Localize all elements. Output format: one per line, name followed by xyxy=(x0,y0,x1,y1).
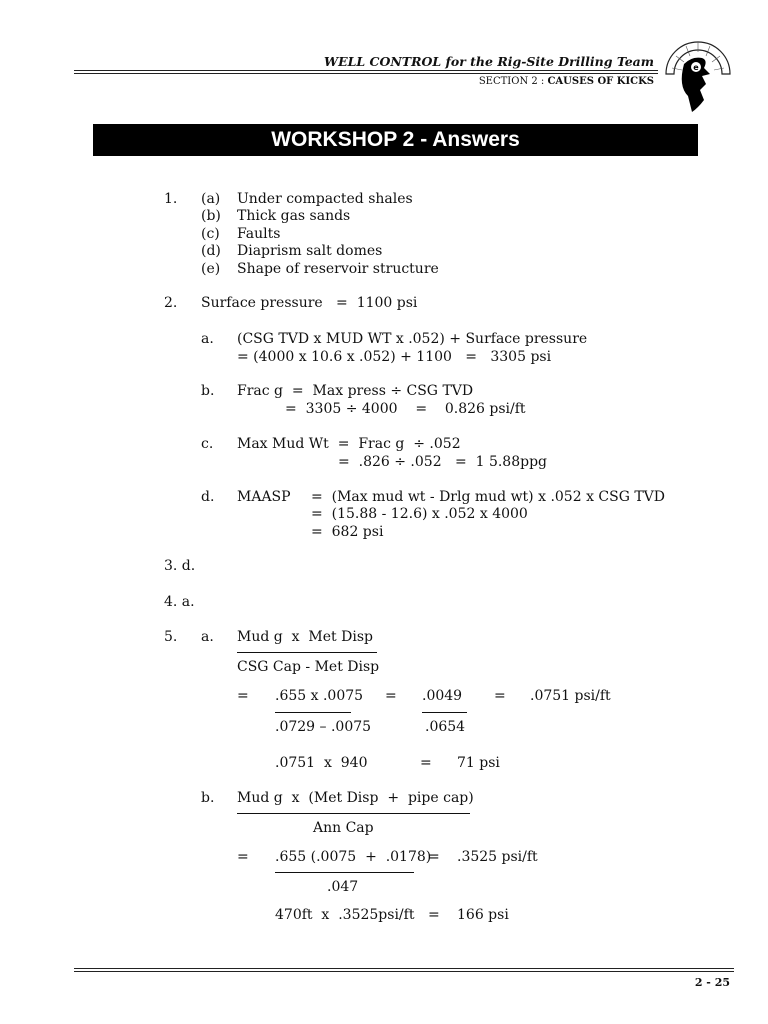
q5-a-fraction-bar xyxy=(237,652,377,653)
q5-a-f1-denominator: .0729 – .0075 xyxy=(275,719,372,735)
q1-item-b-label: (b) xyxy=(201,208,221,224)
section-prefix: SECTION 2 : xyxy=(478,76,548,87)
page-number: 2 - 25 xyxy=(694,976,730,989)
q2-c-line1: Max Mud Wt = Frac g ÷ .052 xyxy=(237,436,461,452)
svg-text:e: e xyxy=(693,63,699,72)
q5-b-calc-left: 470ft x .3525psi/ft xyxy=(275,907,415,923)
q2-c-label: c. xyxy=(201,436,214,452)
q5-a-eq3: = xyxy=(494,688,506,704)
q5-a-denominator: CSG Cap - Met Disp xyxy=(237,659,380,675)
q5-a-calc-left: .0751 x 940 xyxy=(275,755,368,771)
document-title: WELL CONTROL for the Rig-Site Drilling Team xyxy=(324,54,654,69)
section-label xyxy=(479,76,654,87)
q1-item-d-text: Diaprism salt domes xyxy=(237,243,383,259)
q1-item-a-text: Under compacted shales xyxy=(237,191,413,207)
header-rule-bottom xyxy=(74,73,658,74)
q5-a-label: a. xyxy=(201,629,214,645)
section-name: CAUSES OF KICKS xyxy=(547,76,654,87)
q5-b-denominator: Ann Cap xyxy=(313,820,374,836)
q5-b-numerator: Mud g x (Met Disp + pipe cap) xyxy=(237,790,474,806)
q2-d-line2: = (15.88 - 12.6) x .052 x 4000 xyxy=(311,506,528,522)
q2-a-line1: (CSG TVD x MUD WT x .052) + Surface pressure xyxy=(237,331,588,347)
q2-d-line3: = 682 psi xyxy=(311,524,384,540)
q5-a-f1-bar xyxy=(275,712,351,713)
q5-a-numerator: Mud g x Met Disp xyxy=(237,629,373,645)
q2-d-maasp: MAASP xyxy=(237,489,291,505)
q5-b-f-numerator: .655 (.0075 + .0178) xyxy=(275,849,432,865)
q2-d-label: d. xyxy=(201,489,215,505)
footer-rule-bottom xyxy=(74,971,734,972)
q5-a-calc-eq: = xyxy=(420,755,432,771)
footer-rule-top xyxy=(74,968,734,969)
q5-b-eq2: = xyxy=(428,849,440,865)
q1-item-d-label: (d) xyxy=(201,243,221,259)
q5-b-eq1: = xyxy=(237,849,249,865)
q2-a-line2: = (4000 x 10.6 x .052) + 1100 = 3305 psi xyxy=(237,349,552,365)
q1-item-e-text: Shape of reservoir structure xyxy=(237,261,439,277)
q5-a-eq1: = xyxy=(237,688,249,704)
q4-answer: 4. a. xyxy=(164,594,195,610)
q5-a-f2-denominator: .0654 xyxy=(425,719,466,735)
q1-item-b-text: Thick gas sands xyxy=(237,208,351,224)
q2-c-line2: = .826 ÷ .052 = 1 5.88ppg xyxy=(338,454,548,470)
q1-item-c-label: (c) xyxy=(201,226,220,242)
q1-item-e-label: (e) xyxy=(201,261,221,277)
q5-b-label: b. xyxy=(201,790,215,806)
q5-b-calc-eq: = xyxy=(428,907,440,923)
q2-b-line1: Frac g = Max press ÷ CSG TVD xyxy=(237,383,474,399)
q1-item-c-text: Faults xyxy=(237,226,281,242)
q2-d-line1: = (Max mud wt - Drlg mud wt) x .052 x CSG TVD xyxy=(311,489,666,505)
q5-b-result: .3525 psi/ft xyxy=(457,849,538,865)
q5-b-fraction-bar xyxy=(237,813,470,814)
q2-b-label: b. xyxy=(201,383,215,399)
q5-b-f-denominator: .047 xyxy=(327,879,359,895)
q5-b-f-bar xyxy=(275,872,414,873)
q1-item-a-label: (a) xyxy=(201,191,221,207)
q2-number: 2. xyxy=(164,295,178,311)
workshop-banner: WORKSHOP 2 - Answers xyxy=(93,124,698,156)
q2-b-line2: = 3305 ÷ 4000 = 0.826 psi/ft xyxy=(285,401,526,417)
q5-number: 5. xyxy=(164,629,178,645)
q5-a-f1-numerator: .655 x .0075 xyxy=(275,688,364,704)
q2-intro: Surface pressure = 1100 psi xyxy=(201,295,418,311)
q5-b-calc-result: 166 psi xyxy=(457,907,509,923)
q5-a-f2-bar xyxy=(422,712,467,713)
q3-answer: 3. d. xyxy=(164,558,196,574)
q2-a-label: a. xyxy=(201,331,214,347)
q1-number: 1. xyxy=(164,191,178,207)
header-rule-top xyxy=(74,70,658,71)
q5-a-result: .0751 psi/ft xyxy=(530,688,611,704)
q5-a-calc-result: 71 psi xyxy=(457,755,500,771)
company-logo-icon xyxy=(662,34,734,114)
q5-a-f2-numerator: .0049 xyxy=(422,688,463,704)
q5-a-eq2: = xyxy=(385,688,397,704)
